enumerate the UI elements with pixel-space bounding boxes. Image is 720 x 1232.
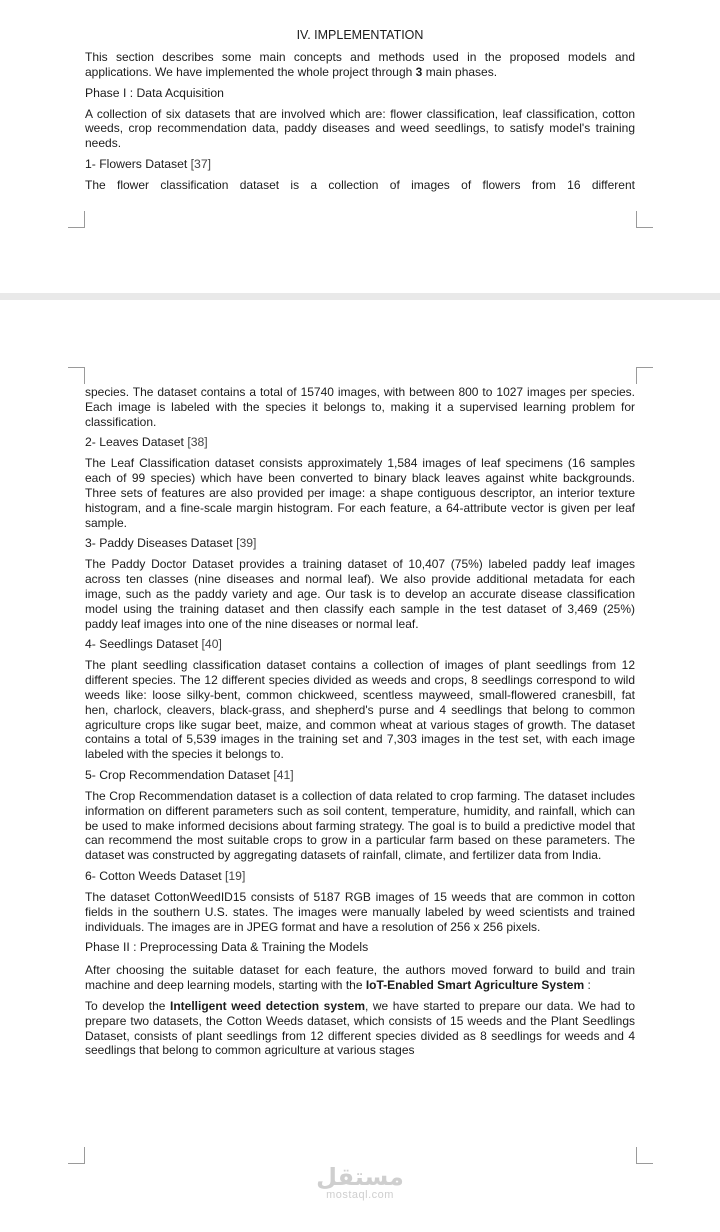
watermark bbox=[300, 1163, 420, 1201]
phase2-text bbox=[85, 963, 635, 993]
intro-bold: 3 bbox=[415, 64, 423, 79]
ds3-text: The Paddy Doctor Dataset provides a training dataset of 10,407 (75%) labeled paddy leaf images across ten classes (nine diseases and normal leaf). We also provide additional metadata for each image, such as the paddy variety and age. Our task is to develop an accurate disease classification model using the training dataset and then classify each sample in the test dataset of 3,469 (25%) paddy leaf images into one of the nine diseases or normal leaf. bbox=[85, 557, 635, 631]
document-page-2 bbox=[0, 300, 720, 1232]
ds1-heading bbox=[85, 157, 635, 172]
ds4-text: The plant seedling classification dataset contains a collection of images of plant seedlings from 12 different species. The 12 different species divided as weeds and crops, 8 seedlings correspond to wild weeds like: loose silky-bent, common chickweed, scentless mayweed, small-flowered cranesbill, fat hen, charlock, cleavers, black-grass, and shepherd's purse and 4 seedlings that belong to common agriculture crops like sugar beet, maize, and common wheat at various stages of growth. The dataset contains a total of 5,539 images in the training set and 7,303 images in the test set, with each image labeled with the species it belongs to. bbox=[85, 658, 635, 762]
page-1-content bbox=[85, 28, 635, 199]
weed-start: To develop the bbox=[85, 998, 166, 1013]
ds6-text: The dataset CottonWeedID15 consists of 5187 RGB images of 15 weeds that are common in cotton fields in the southern U.S. states. The images were manually labeled by weed scientists and trained individuals. The images are in JPEG format and have a resolution of 256 x 256 pixels. bbox=[85, 889, 635, 934]
margin-corner-top-right bbox=[636, 367, 653, 384]
phase2-heading: Phase II : Preprocessing Data & Training the Models bbox=[85, 940, 369, 955]
ds1-text-start: The flower classification dataset is a collection of images of flowers from 16 different bbox=[85, 177, 635, 192]
watermark-latin: mostaql.com bbox=[326, 1189, 394, 1201]
ds1-ref: [37] bbox=[190, 156, 212, 171]
page-2-content bbox=[85, 385, 635, 1064]
intro-text: This section describes some main concepts and methods used in the proposed models and applications. We have implemented the whole project through bbox=[85, 50, 635, 79]
margin-corner-top-left bbox=[68, 367, 85, 384]
weed-bold: Intelligent weed detection system bbox=[170, 998, 366, 1013]
phase2-text-main: After choosing the suitable dataset for each feature, the authors moved forward to build and train machine and deep learning models, starting with the bbox=[85, 963, 635, 993]
ds5-heading-text: 5- Crop Recommendation Dataset bbox=[85, 767, 270, 782]
ds2-ref: [38] bbox=[187, 435, 208, 450]
ds5-ref: [41] bbox=[273, 767, 294, 782]
ds1-heading-text: 1- Flowers Dataset bbox=[85, 156, 188, 171]
document-page-1 bbox=[0, 0, 720, 293]
weed-paragraph bbox=[85, 999, 635, 1058]
ds6-heading-text: 6- Cotton Weeds Dataset bbox=[85, 868, 222, 883]
phase1-heading: Phase I : Data Acquisition bbox=[85, 85, 224, 100]
margin-corner-bottom-right bbox=[636, 211, 653, 228]
ds1-text-cont: species. The dataset contains a total of 15740 images, with between 800 to 1027 images per species. Each image is labeled with the species it belongs to, making it a supervised learning problem for classification. bbox=[85, 385, 635, 429]
ds5-text: The Crop Recommendation dataset is a collection of data related to crop farming. The dataset includes information on different parameters such as soil content, temperature, humidity, and rainfall, which can be used to make informed decisions about farming strategy. The goal is to build a predictive model that can recommend the most suitable crops to grow in a particular farm based on these parameters. The dataset was constructed by aggregating datasets of rainfall, climate, and fertilizer data from India. bbox=[85, 788, 635, 863]
ds3-heading-text: 3- Paddy Diseases Dataset bbox=[85, 536, 233, 551]
weed-text: , we have started to prepare our data. We had to prepare two datasets, the Cotton Weeds dataset, which consists of 15 weeds and the Plant Seedlings Dataset, consists of plant seedlings from 12 different species divided as 8 seedlings for weeds and 4 seedlings that belong to common agriculture at various stages bbox=[85, 998, 635, 1058]
intro-paragraph bbox=[85, 50, 635, 80]
margin-corner-bottom-left-2 bbox=[68, 1147, 85, 1164]
phase2-end: : bbox=[587, 978, 591, 993]
ds3-ref: [39] bbox=[236, 536, 257, 551]
ds6-ref: [19] bbox=[225, 868, 246, 883]
ds2-text: The Leaf Classification dataset consists approximately 1,584 images of leaf specimens (16 samples each of 99 species) which have been converted to binary black leaves against white backgrounds. Three sets of features are also provided per image: a shape contiguous descriptor, an interior texture histogram, and a fine-scale margin histogram. For each feature, a 64-attribute vector is given per leaf sample. bbox=[85, 456, 635, 530]
margin-corner-bottom-right-2 bbox=[636, 1147, 653, 1164]
margin-corner-bottom-left bbox=[68, 211, 85, 228]
phase2-bold: IoT-Enabled Smart Agriculture System bbox=[365, 978, 585, 993]
ds5-heading bbox=[85, 768, 635, 783]
ds2-heading bbox=[85, 435, 635, 450]
ds4-ref: [40] bbox=[201, 637, 222, 652]
ds6-heading bbox=[85, 869, 635, 884]
section-title: IV. IMPLEMENTATION bbox=[296, 28, 424, 42]
phase1-text: A collection of six datasets that are involved which are: flower classification, leaf classification, cotton weeds, crop recommendation data, paddy diseases and weed seedlings, to satisfy model's training needs. bbox=[85, 106, 635, 151]
ds4-heading-text: 4- Seedlings Dataset bbox=[85, 637, 199, 652]
intro-end: main phases. bbox=[425, 64, 498, 79]
ds3-heading bbox=[85, 536, 635, 551]
ds2-heading-text: 2- Leaves Dataset bbox=[85, 435, 184, 450]
watermark-arabic: مستقل bbox=[316, 1163, 404, 1191]
ds4-heading bbox=[85, 637, 635, 652]
